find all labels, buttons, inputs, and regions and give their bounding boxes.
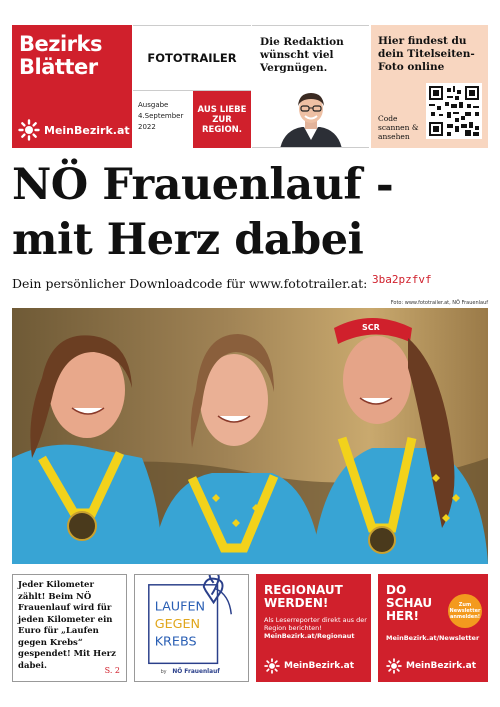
logo-line1: LAUFEN [154,599,206,615]
issue-column [133,25,251,148]
regionaut-body-text: Als Leserreporter direkt aus der Region berichten! [264,616,367,632]
masthead [12,25,488,148]
regionaut-body [264,616,368,640]
newsletter-title-line3: HER! [386,609,419,623]
regionaut-promo[interactable] [256,574,371,682]
laufen-gegen-krebs-logo [134,574,249,682]
regionaut-url[interactable]: MeinBezirk.at/Regionaut [264,632,355,640]
logo-title [19,33,102,79]
bezirksblaetter-logo[interactable] [12,25,132,148]
issue-year: 2022 [138,123,156,131]
regionaut-title [264,584,343,610]
logo-by: by [160,669,167,676]
headline-line1: NÖ Frauenlauf - [12,160,394,210]
logo-org: NÖ Frauenlauf [172,669,220,676]
issue-label: Ausgabe [138,101,169,109]
download-code[interactable]: 3ba2pzfvf [372,273,432,286]
editor-portrait [276,86,346,148]
newsletter-brand-name: MeinBezirk.at [406,661,477,671]
brand-name: MeinBezirk.at [44,123,130,137]
editor-box [252,25,369,148]
sun-icon [264,658,280,674]
issue-info [138,100,193,133]
qr-code-icon [429,86,479,136]
slogan-badge: AUS LIEBE ZUR REGION. [193,91,251,148]
qr-title: Hier findest du dein Titelseiten-Foto online [378,35,475,73]
info-text: Jeder Kilometer zählt! Beim NÖ Frauenlauf wird für jeden Kilometer ein Euro für „Laufen gegen Krebs“ gespendet! Mit Herz dabei. [18,580,116,671]
regionaut-title-line2: WERDEN! [264,596,329,610]
headline [12,158,488,268]
regionaut-brand-name: MeinBezirk.at [284,661,355,671]
newsletter-title-line2: SCHAU [386,596,433,610]
logo-line2: GEGEN [154,617,201,632]
newsletter-title-line1: DO [386,583,407,597]
regionaut-brand [264,658,354,674]
newsletter-title [386,584,432,623]
qr-code[interactable] [426,83,482,139]
issue-date: 4.September [138,112,184,120]
photo-credit: Foto: www.fototrailer.at, NÖ Frauenlauf [390,300,488,306]
info-box [12,574,127,682]
headline-line2: mit Herz dabei [12,215,364,265]
cover-photo [12,308,488,564]
newsletter-url[interactable]: MeinBezirk.at/Newsletter [386,634,480,642]
regionaut-title-line1: REGIONAUT [264,583,343,597]
qr-box [371,25,488,148]
headband-lettering: SCR [362,323,380,332]
laufen-gegen-krebs-emblem [135,575,248,681]
editor-greeting: Die Redaktion wünscht viel Vergnügen. [260,36,344,74]
newsletter-promo[interactable] [378,574,488,682]
download-label: Dein persönlicher Downloadcode für www.fototrailer.at: [12,276,368,291]
page-reference[interactable]: S. 2 [104,666,120,675]
download-row [12,273,488,291]
runners-photo [12,308,488,564]
logo-title-line2: Blätter [19,55,98,79]
qr-note: Code scannen & ansehen [378,114,419,141]
newsletter-badge[interactable]: Zum Newsletter anmelden! [448,594,482,628]
section-label: FOTOTRAILER [133,25,251,91]
sun-icon [18,119,40,141]
newsletter-brand [386,658,476,674]
logo-line3: KREBS [154,634,197,650]
logo-title-line1: Bezirks [19,32,102,56]
logo-brand [18,119,130,141]
sun-icon [386,658,402,674]
